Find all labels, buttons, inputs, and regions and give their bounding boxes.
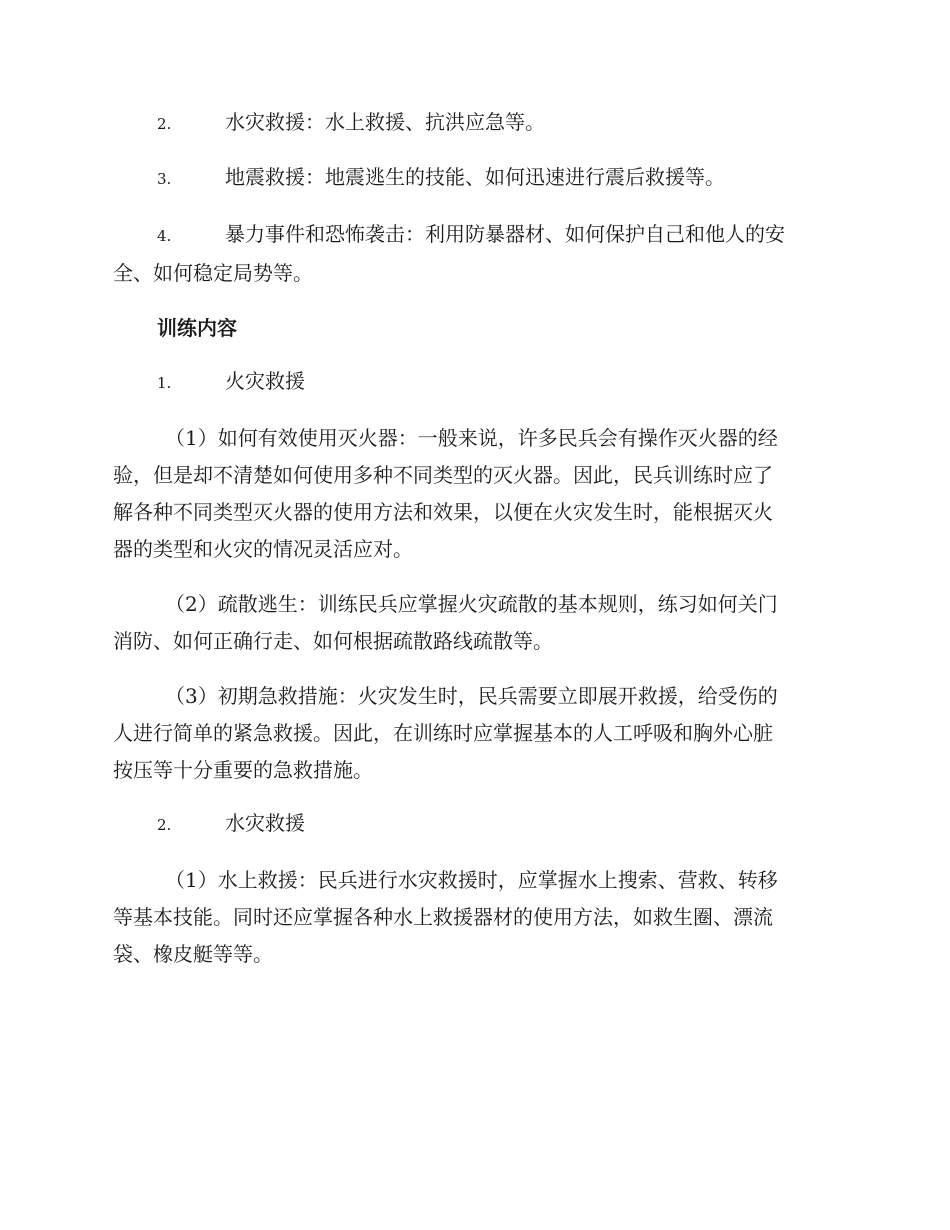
list-item-2 [113, 106, 836, 143]
paragraph-line: （3）初期急救措施：火灾发生时，民兵需要立即展开救援，给受伤的 [165, 684, 778, 708]
paragraph-line: （1）水上救援：民兵进行水灾救援时，应掌握水上搜索、营救、转移 [165, 868, 778, 892]
paragraph-fire-extinguisher [113, 420, 836, 568]
list-item-3 [113, 161, 836, 198]
section-heading: 训练内容 [157, 316, 237, 340]
paragraph-line: 人进行简单的紧急救援。因此，在训练时应掌握基本的人工呼吸和胸外心脏 [113, 721, 773, 745]
paragraph-line: 消防、如何正确行走、如何根据疏散路线疏散等。 [113, 629, 553, 653]
subsection-text: 火灾救援 [225, 369, 305, 393]
list-text-continuation: 全、如何稳定局势等。 [113, 261, 313, 285]
paragraph-line: 器的类型和火灾的情况灵活应对。 [113, 537, 413, 561]
list-number: 1. [157, 374, 172, 392]
paragraph-line: （2）疏散逃生：训练民兵应掌握火灾疏散的基本规则，练习如何关门 [165, 592, 778, 616]
list-text: 地震救援：地震逃生的技能、如何迅速进行震后救援等。 [225, 165, 725, 189]
list-text: 暴力事件和恐怖袭击：利用防暴器材、如何保护自己和他人的安 [225, 222, 785, 246]
list-text: 水灾救援：水上救援、抗洪应急等。 [225, 110, 545, 134]
paragraph-water-rescue [113, 862, 836, 973]
list-number: 2. [157, 115, 172, 133]
list-item-4 [113, 216, 836, 292]
paragraph-line: 袋、橡皮艇等等。 [113, 942, 273, 966]
paragraph-line: 等基本技能。同时还应掌握各种水上救援器材的使用方法，如救生圈、漂流 [113, 905, 773, 929]
list-number: 2. [157, 816, 172, 834]
list-number: 3. [157, 170, 172, 188]
paragraph-evacuation [113, 586, 836, 660]
paragraph-line: （1）如何有效使用灭火器：一般来说，许多民兵会有操作灭火器的经 [165, 426, 778, 450]
paragraph-line: 按压等十分重要的急救措施。 [113, 758, 373, 782]
paragraph-line: 解各种不同类型灭火器的使用方法和效果，以便在火灾发生时，能根据灭火 [113, 500, 773, 524]
paragraph-first-aid [113, 678, 836, 789]
subsection-2-title [113, 807, 836, 844]
paragraph-line: 验，但是却不清楚如何使用多种不同类型的灭火器。因此，民兵训练时应了 [113, 463, 773, 487]
subsection-text: 水灾救援 [225, 811, 305, 835]
list-number: 4. [157, 227, 172, 245]
subsection-1-title [113, 365, 836, 402]
